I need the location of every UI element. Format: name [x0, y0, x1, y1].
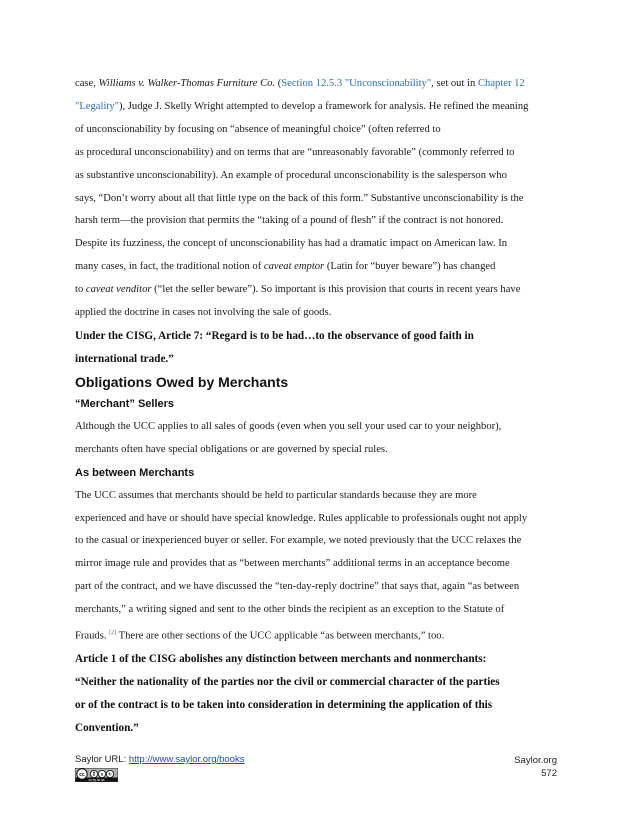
text-run: As between Merchants — [75, 466, 195, 479]
body-text-line — [75, 256, 560, 279]
text-run: as procedural unconscionability) and on terms that are “unreasonably favorable” (commonly referred to — [75, 146, 515, 158]
bold-quote-line — [75, 348, 560, 371]
footer-url-label: Saylor URL: — [75, 754, 129, 765]
text-run: Despite its fuzziness, the concept of unconscionability has had a dramatic impact on American law. In — [75, 238, 508, 250]
bold-quote-line — [75, 325, 560, 348]
text-run: of unconscionability by focusing on “absence of meaningful choice” (often referred to — [75, 123, 441, 135]
body-text-line — [75, 165, 560, 188]
footer-right — [514, 754, 557, 780]
text-run: (“let the seller beware”). So important is this provision that courts in recent years have — [151, 284, 521, 296]
text-run: ( — [275, 78, 282, 89]
body-text-line — [75, 576, 560, 599]
page-number: 572 — [541, 768, 557, 779]
bold-quote-line — [75, 671, 560, 694]
text-run: international trade.” — [75, 352, 174, 365]
text-run: to the casual or inexperienced buyer or seller. For example, we noted previously that the UCC relaxes the — [75, 535, 522, 547]
text-run: Frauds. — [75, 630, 110, 642]
body-text-line — [75, 142, 560, 165]
footer-url — [75, 754, 245, 765]
text-run: merchants,” a writing signed and sent to the other binds the recipient as an exception to the Statute of — [75, 604, 505, 616]
body-text-line — [75, 485, 560, 508]
text-run: merchants often have special obligations or are governed by special rules. — [75, 443, 388, 455]
svg-text:$: $ — [100, 771, 104, 777]
body-text-line — [75, 553, 560, 576]
section-heading — [75, 371, 560, 393]
text-run: “Neither the nationality of the parties nor the civil or commercial character of the parties — [75, 676, 500, 689]
text-run: or of the contract is to be taken into consideration in determining the application of this — [75, 699, 493, 712]
text-run: part of the contract, and we have discussed the “ten-day-reply doctrine” that says that, again “as between — [75, 581, 520, 593]
text-run: mirror image rule and provides that as “between merchants” additional terms in an acceptance become — [75, 558, 510, 570]
italic-text: caveat venditor — [85, 284, 152, 296]
text-run: as substantive unconscionability). An example of procedural unconscionability is the salesperson who — [75, 169, 507, 181]
svg-text:cc by nc sa: cc by nc sa — [88, 778, 105, 782]
text-run: Under the CISG, Article 7: “Regard is to be had…to the observance of good faith in — [75, 329, 474, 342]
text-run: case, — [75, 78, 99, 89]
bold-quote-line — [75, 648, 560, 671]
footnote-ref[interactable]: [2] — [109, 630, 117, 637]
text-run: , set out in — [431, 78, 478, 89]
text-run: There are other sections of the UCC applicable “as between merchants,” too. — [116, 630, 445, 642]
body-text-line — [75, 439, 560, 462]
bold-quote-line — [75, 694, 560, 717]
text-run: Obligations Owed by Merchants — [75, 373, 289, 390]
body-text-line — [75, 188, 560, 211]
creative-commons-license-icon — [75, 768, 118, 782]
body-text-line — [75, 508, 560, 531]
subsection-heading — [75, 462, 560, 485]
text-run: Convention.” — [75, 722, 139, 735]
text-run: to — [75, 284, 86, 296]
body-text-line — [75, 210, 560, 233]
text-run: says, “Don’t worry about all that little type on the back of this form.” Substantive unconscionability is the — [75, 192, 524, 204]
body-text-line — [75, 530, 560, 553]
italic-text: Williams v. Walker-Thomas Furniture Co. — [98, 78, 276, 89]
text-run: applied the doctrine in cases not involving the sale of goods. — [75, 307, 332, 319]
text-run: ), Judge J. Skelly Wright attempted to develop a framework for analysis. He refined the meaning — [118, 100, 529, 112]
saylor-books-link[interactable]: http://www.saylor.org/books — [128, 754, 245, 765]
cross-reference-link[interactable]: Section 12.5.3 "Unconscionability" — [281, 78, 432, 89]
bold-quote-line — [75, 717, 560, 740]
cross-reference-link[interactable]: "Legality" — [75, 100, 119, 112]
text-run: (Latin for “buyer beware”) has changed — [324, 261, 496, 273]
text-run: harsh term—the provision that permits the “taking of a pound of flesh” if the contract is not honored. — [75, 215, 504, 227]
text-run: Article 1 of the CISG abolishes any distinction between merchants and nonmerchants: — [75, 653, 487, 666]
svg-text:cc: cc — [79, 772, 85, 778]
body-text-line — [75, 302, 560, 325]
body-text-line — [75, 96, 560, 119]
text-run: Although the UCC applies to all sales of goods (even when you sell your used car to your neighbor), — [75, 420, 502, 432]
body-text-line — [75, 73, 560, 96]
footer-site: Saylor.org — [514, 755, 557, 766]
body-text-line — [75, 599, 560, 622]
body-text-line — [75, 119, 560, 142]
body-text-line — [75, 622, 560, 648]
body-text-line — [75, 279, 560, 302]
body-text-line — [75, 233, 560, 256]
italic-text: caveat emptor — [263, 261, 325, 273]
cross-reference-link[interactable]: Chapter 12 — [477, 78, 525, 89]
body-text-line — [75, 416, 560, 439]
text-run: experienced and have or should have special knowledge. Rules applicable to professionals ought not apply — [75, 512, 528, 524]
svg-text:↻: ↻ — [108, 771, 112, 777]
subsection-heading — [75, 393, 560, 416]
text-run: The UCC assumes that merchants should be held to particular standards because they are more — [75, 489, 477, 501]
text-run: “Merchant” Sellers — [75, 397, 175, 410]
text-run: many cases, in fact, the traditional notion of — [75, 261, 264, 273]
page-body — [75, 73, 560, 740]
